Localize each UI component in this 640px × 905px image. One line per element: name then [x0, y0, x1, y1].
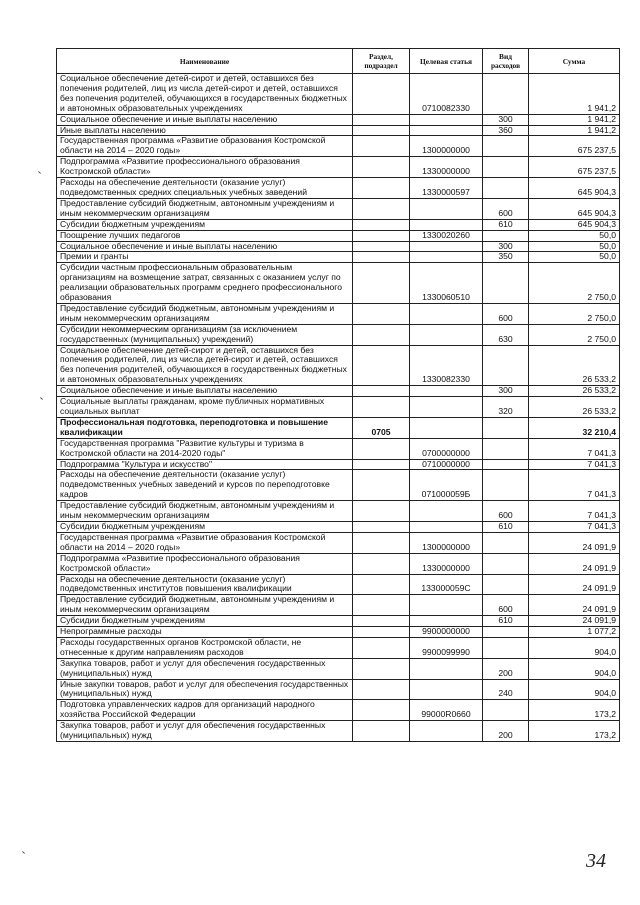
cell-expense-type [483, 438, 529, 459]
cell-name: Государственная программа "Развитие культуры и туризма в Костромской области на 2014-2020 годы" [57, 438, 353, 459]
cell-expense-type: 610 [483, 616, 529, 627]
cell-expense-type: 350 [483, 252, 529, 263]
table-row [57, 74, 620, 115]
cell-expense-type: 600 [483, 198, 529, 219]
cell-razdel [353, 616, 410, 627]
table-row [57, 553, 620, 574]
cell-expense-type: 320 [483, 397, 529, 418]
cell-sum: 26 533,2 [529, 345, 620, 386]
cell-name: Государственная программа «Развитие образования Костромской области на 2014 – 2020 годы» [57, 136, 353, 157]
cell-name: Иные выплаты населению [57, 125, 353, 136]
table-row [57, 125, 620, 136]
cell-target-article [410, 397, 483, 418]
cell-name: Предоставление субсидий бюджетным, автономным учреждениям и иным некоммерческим организациям [57, 303, 353, 324]
table-row [57, 252, 620, 263]
cell-razdel [353, 637, 410, 658]
cell-razdel [353, 386, 410, 397]
header-razdel: Раздел, подраздел [353, 49, 410, 74]
cell-name: Субсидии частным профессиональным образовательным организациям на возмещение затрат, связанных с оказанием услуг по реализации образовательных программ среднего профессионального образования [57, 263, 353, 304]
cell-target-article [410, 198, 483, 219]
table-row [57, 230, 620, 241]
cell-sum: 173,2 [529, 700, 620, 721]
header-expense-type: Вид расходов [483, 49, 529, 74]
table-row [57, 616, 620, 627]
cell-sum: 645 904,3 [529, 198, 620, 219]
table-row [57, 324, 620, 345]
cell-name: Социальное обеспечение детей-сирот и детей, оставшихся без попечения родителей, лиц из числа детей-сирот и детей, оставшихся без попечения родителей, обучающихся в государственных бюджетных и автономных образовательных учреждениях [57, 345, 353, 386]
cell-sum: 173,2 [529, 721, 620, 742]
cell-sum: 645 904,3 [529, 178, 620, 199]
cell-name: Предоставление субсидий бюджетным, автономным учреждениям и иным некоммерческим организациям [57, 595, 353, 616]
table-body [57, 74, 620, 742]
table-row [57, 345, 620, 386]
cell-target-article: 9900000000 [410, 627, 483, 638]
cell-target-article: 1330000597 [410, 178, 483, 199]
cell-sum: 1 077,2 [529, 627, 620, 638]
table-row [57, 637, 620, 658]
cell-razdel [353, 198, 410, 219]
cell-sum: 50,0 [529, 252, 620, 263]
cell-sum: 904,0 [529, 679, 620, 700]
cell-expense-type [483, 700, 529, 721]
cell-target-article [410, 303, 483, 324]
table-row [57, 114, 620, 125]
cell-razdel [353, 263, 410, 304]
cell-razdel [353, 178, 410, 199]
cell-target-article [410, 324, 483, 345]
cell-target-article [410, 521, 483, 532]
cell-name: Расходы государственных органов Костромской области, не отнесенные к другим направлениям расходов [57, 637, 353, 658]
cell-expense-type [483, 532, 529, 553]
cell-sum: 2 750,0 [529, 263, 620, 304]
cell-name: Расходы на обеспечение деятельности (оказание услуг) подведомственных институтов повышения квалификации [57, 574, 353, 595]
cell-name: Социальное обеспечение и иные выплаты населению [57, 386, 353, 397]
cell-name: Государственная программа «Развитие образования Костромской области на 2014 – 2020 годы» [57, 532, 353, 553]
cell-expense-type [483, 627, 529, 638]
cell-expense-type [483, 178, 529, 199]
cell-sum: 7 041,3 [529, 470, 620, 501]
cell-razdel [353, 230, 410, 241]
cell-sum: 675 237,5 [529, 157, 620, 178]
cell-razdel [353, 114, 410, 125]
table-row [57, 658, 620, 679]
cell-razdel [353, 721, 410, 742]
cell-name: Подпрограмма "Культура и искусство" [57, 459, 353, 470]
cell-name: Непрограммные расходы [57, 627, 353, 638]
cell-sum: 24 091,9 [529, 595, 620, 616]
table-row [57, 136, 620, 157]
cell-target-article [410, 252, 483, 263]
table-row [57, 595, 620, 616]
cell-name: Закупка товаров, работ и услуг для обеспечения государственных (муниципальных) нужд [57, 658, 353, 679]
cell-name: Подпрограмма «Развитие профессионального образования Костромской области» [57, 157, 353, 178]
table-row [57, 700, 620, 721]
cell-razdel [353, 459, 410, 470]
cell-target-article: 1330000000 [410, 553, 483, 574]
cell-expense-type [483, 417, 529, 438]
table-row [57, 386, 620, 397]
table-row [57, 470, 620, 501]
cell-name: Социальное обеспечение и иные выплаты населению [57, 241, 353, 252]
cell-razdel [353, 125, 410, 136]
cell-name: Социальные выплаты гражданам, кроме публичных нормативных социальных выплат [57, 397, 353, 418]
cell-name: Расходы на обеспечение деятельности (оказание услуг) подведомственных средних специальных учебных заведений [57, 178, 353, 199]
cell-sum: 32 210,4 [529, 417, 620, 438]
budget-table [56, 48, 620, 742]
cell-razdel [353, 74, 410, 115]
table-row [57, 157, 620, 178]
cell-expense-type [483, 345, 529, 386]
header-target-article: Целевая статья [410, 49, 483, 74]
cell-razdel [353, 679, 410, 700]
cell-sum: 904,0 [529, 637, 620, 658]
cell-name: Социальное обеспечение и иные выплаты населению [57, 114, 353, 125]
cell-target-article [410, 386, 483, 397]
cell-razdel [353, 397, 410, 418]
cell-name: Закупка товаров, работ и услуг для обеспечения государственных (муниципальных) нужд [57, 721, 353, 742]
cell-name: Поощрение лучших педагогов [57, 230, 353, 241]
cell-razdel [353, 219, 410, 230]
cell-expense-type [483, 136, 529, 157]
cell-sum: 24 091,9 [529, 532, 620, 553]
cell-expense-type [483, 157, 529, 178]
table-row [57, 459, 620, 470]
budget-page [56, 48, 619, 742]
table-row [57, 219, 620, 230]
cell-sum: 7 041,3 [529, 501, 620, 522]
cell-expense-type: 240 [483, 679, 529, 700]
cell-sum: 1 941,2 [529, 114, 620, 125]
table-row [57, 438, 620, 459]
cell-razdel [353, 303, 410, 324]
cell-sum: 904,0 [529, 658, 620, 679]
cell-expense-type [483, 637, 529, 658]
cell-sum: 26 533,2 [529, 386, 620, 397]
table-row [57, 303, 620, 324]
cell-razdel [353, 136, 410, 157]
table-row [57, 574, 620, 595]
cell-sum: 7 041,3 [529, 521, 620, 532]
cell-target-article: 0700000000 [410, 438, 483, 459]
cell-sum: 50,0 [529, 241, 620, 252]
cell-razdel [353, 700, 410, 721]
cell-expense-type: 360 [483, 125, 529, 136]
table-row [57, 501, 620, 522]
header-sum: Сумма [529, 49, 620, 74]
cell-target-article [410, 721, 483, 742]
cell-sum: 24 091,9 [529, 553, 620, 574]
cell-razdel [353, 658, 410, 679]
cell-sum: 7 041,3 [529, 438, 620, 459]
cell-target-article: 1300000000 [410, 532, 483, 553]
cell-target-article [410, 114, 483, 125]
cell-sum: 645 904,3 [529, 219, 620, 230]
cell-sum: 7 041,3 [529, 459, 620, 470]
cell-target-article [410, 125, 483, 136]
cell-sum: 50,0 [529, 230, 620, 241]
table-row [57, 241, 620, 252]
cell-razdel [353, 574, 410, 595]
cell-name: Предоставление субсидий бюджетным, автономным учреждениям и иным некоммерческим организациям [57, 198, 353, 219]
cell-name: Подготовка управленческих кадров для организаций народного хозяйства Российской Федерации [57, 700, 353, 721]
page-number: 34 [586, 850, 606, 872]
cell-expense-type [483, 553, 529, 574]
table-row [57, 521, 620, 532]
cell-expense-type: 630 [483, 324, 529, 345]
table-row [57, 721, 620, 742]
cell-target-article [410, 679, 483, 700]
cell-razdel [353, 157, 410, 178]
cell-expense-type: 610 [483, 219, 529, 230]
cell-name: Премии и гранты [57, 252, 353, 263]
cell-name: Предоставление субсидий бюджетным, автономным учреждениям и иным некоммерческим организациям [57, 501, 353, 522]
cell-razdel [353, 627, 410, 638]
cell-expense-type: 300 [483, 114, 529, 125]
cell-target-article: 9900099990 [410, 637, 483, 658]
cell-razdel [353, 324, 410, 345]
table-row [57, 679, 620, 700]
cell-target-article: 1330020260 [410, 230, 483, 241]
cell-razdel [353, 438, 410, 459]
cell-name: Субсидии некоммерческим организациям (за исключением государственных (муниципальных) учреждений) [57, 324, 353, 345]
cell-sum: 675 237,5 [529, 136, 620, 157]
cell-name: Подпрограмма «Развитие профессионального образования Костромской области» [57, 553, 353, 574]
header-name: Наименование [57, 49, 353, 74]
cell-target-article [410, 417, 483, 438]
cell-expense-type [483, 470, 529, 501]
cell-expense-type: 300 [483, 241, 529, 252]
cell-sum: 2 750,0 [529, 324, 620, 345]
cell-target-article: 071000059Б [410, 470, 483, 501]
cell-razdel [353, 521, 410, 532]
cell-name: Профессиональная подготовка, переподготовка и повышение квалификации [57, 417, 353, 438]
cell-expense-type [483, 74, 529, 115]
scan-mark [40, 397, 43, 400]
cell-target-article: 0710082330 [410, 74, 483, 115]
cell-name: Субсидии бюджетным учреждениям [57, 219, 353, 230]
cell-expense-type [483, 263, 529, 304]
cell-razdel [353, 470, 410, 501]
table-header [57, 49, 620, 74]
cell-name: Социальное обеспечение детей-сирот и детей, оставшихся без попечения родителей, лиц из числа детей-сирот и детей, оставшихся без попечения родителей, обучающихся в государственных бюджетных и автономных образовательных учреждениях [57, 74, 353, 115]
cell-sum: 1 941,2 [529, 125, 620, 136]
cell-name: Расходы на обеспечение деятельности (оказание услуг) подведомственных учебных заведений и курсов по переподготовке кадров [57, 470, 353, 501]
cell-razdel [353, 345, 410, 386]
table-row [57, 178, 620, 199]
cell-razdel [353, 595, 410, 616]
cell-sum: 24 091,9 [529, 616, 620, 627]
cell-target-article: 1300000000 [410, 136, 483, 157]
cell-sum: 1 941,2 [529, 74, 620, 115]
cell-name: Иные закупки товаров, работ и услуг для обеспечения государственных (муниципальных) нужд [57, 679, 353, 700]
cell-target-article: 0710000000 [410, 459, 483, 470]
cell-razdel [353, 501, 410, 522]
cell-target-article [410, 219, 483, 230]
cell-expense-type [483, 459, 529, 470]
cell-sum: 26 533,2 [529, 397, 620, 418]
cell-expense-type: 300 [483, 386, 529, 397]
table-row [57, 397, 620, 418]
cell-razdel [353, 241, 410, 252]
scan-mark [38, 171, 41, 174]
cell-target-article [410, 658, 483, 679]
cell-target-article [410, 595, 483, 616]
cell-sum: 24 091,9 [529, 574, 620, 595]
cell-razdel: 0705 [353, 417, 410, 438]
table-row [57, 198, 620, 219]
header-row [57, 49, 620, 74]
scan-mark [22, 851, 25, 854]
cell-razdel [353, 252, 410, 263]
cell-target-article [410, 241, 483, 252]
table-row [57, 627, 620, 638]
table-row [57, 263, 620, 304]
cell-target-article: 1330000000 [410, 157, 483, 178]
cell-expense-type [483, 574, 529, 595]
table-row [57, 417, 620, 438]
cell-target-article: 99000R0660 [410, 700, 483, 721]
cell-expense-type: 610 [483, 521, 529, 532]
cell-name: Субсидии бюджетным учреждениям [57, 521, 353, 532]
cell-target-article: 1330082330 [410, 345, 483, 386]
cell-expense-type: 200 [483, 721, 529, 742]
cell-expense-type [483, 230, 529, 241]
cell-target-article [410, 616, 483, 627]
cell-target-article: 1330060510 [410, 263, 483, 304]
cell-target-article: 133000059С [410, 574, 483, 595]
cell-expense-type: 600 [483, 595, 529, 616]
cell-expense-type: 600 [483, 501, 529, 522]
cell-sum: 2 750,0 [529, 303, 620, 324]
cell-expense-type: 600 [483, 303, 529, 324]
table-row [57, 532, 620, 553]
cell-name: Субсидии бюджетным учреждениям [57, 616, 353, 627]
cell-razdel [353, 553, 410, 574]
cell-target-article [410, 501, 483, 522]
cell-razdel [353, 532, 410, 553]
cell-expense-type: 200 [483, 658, 529, 679]
